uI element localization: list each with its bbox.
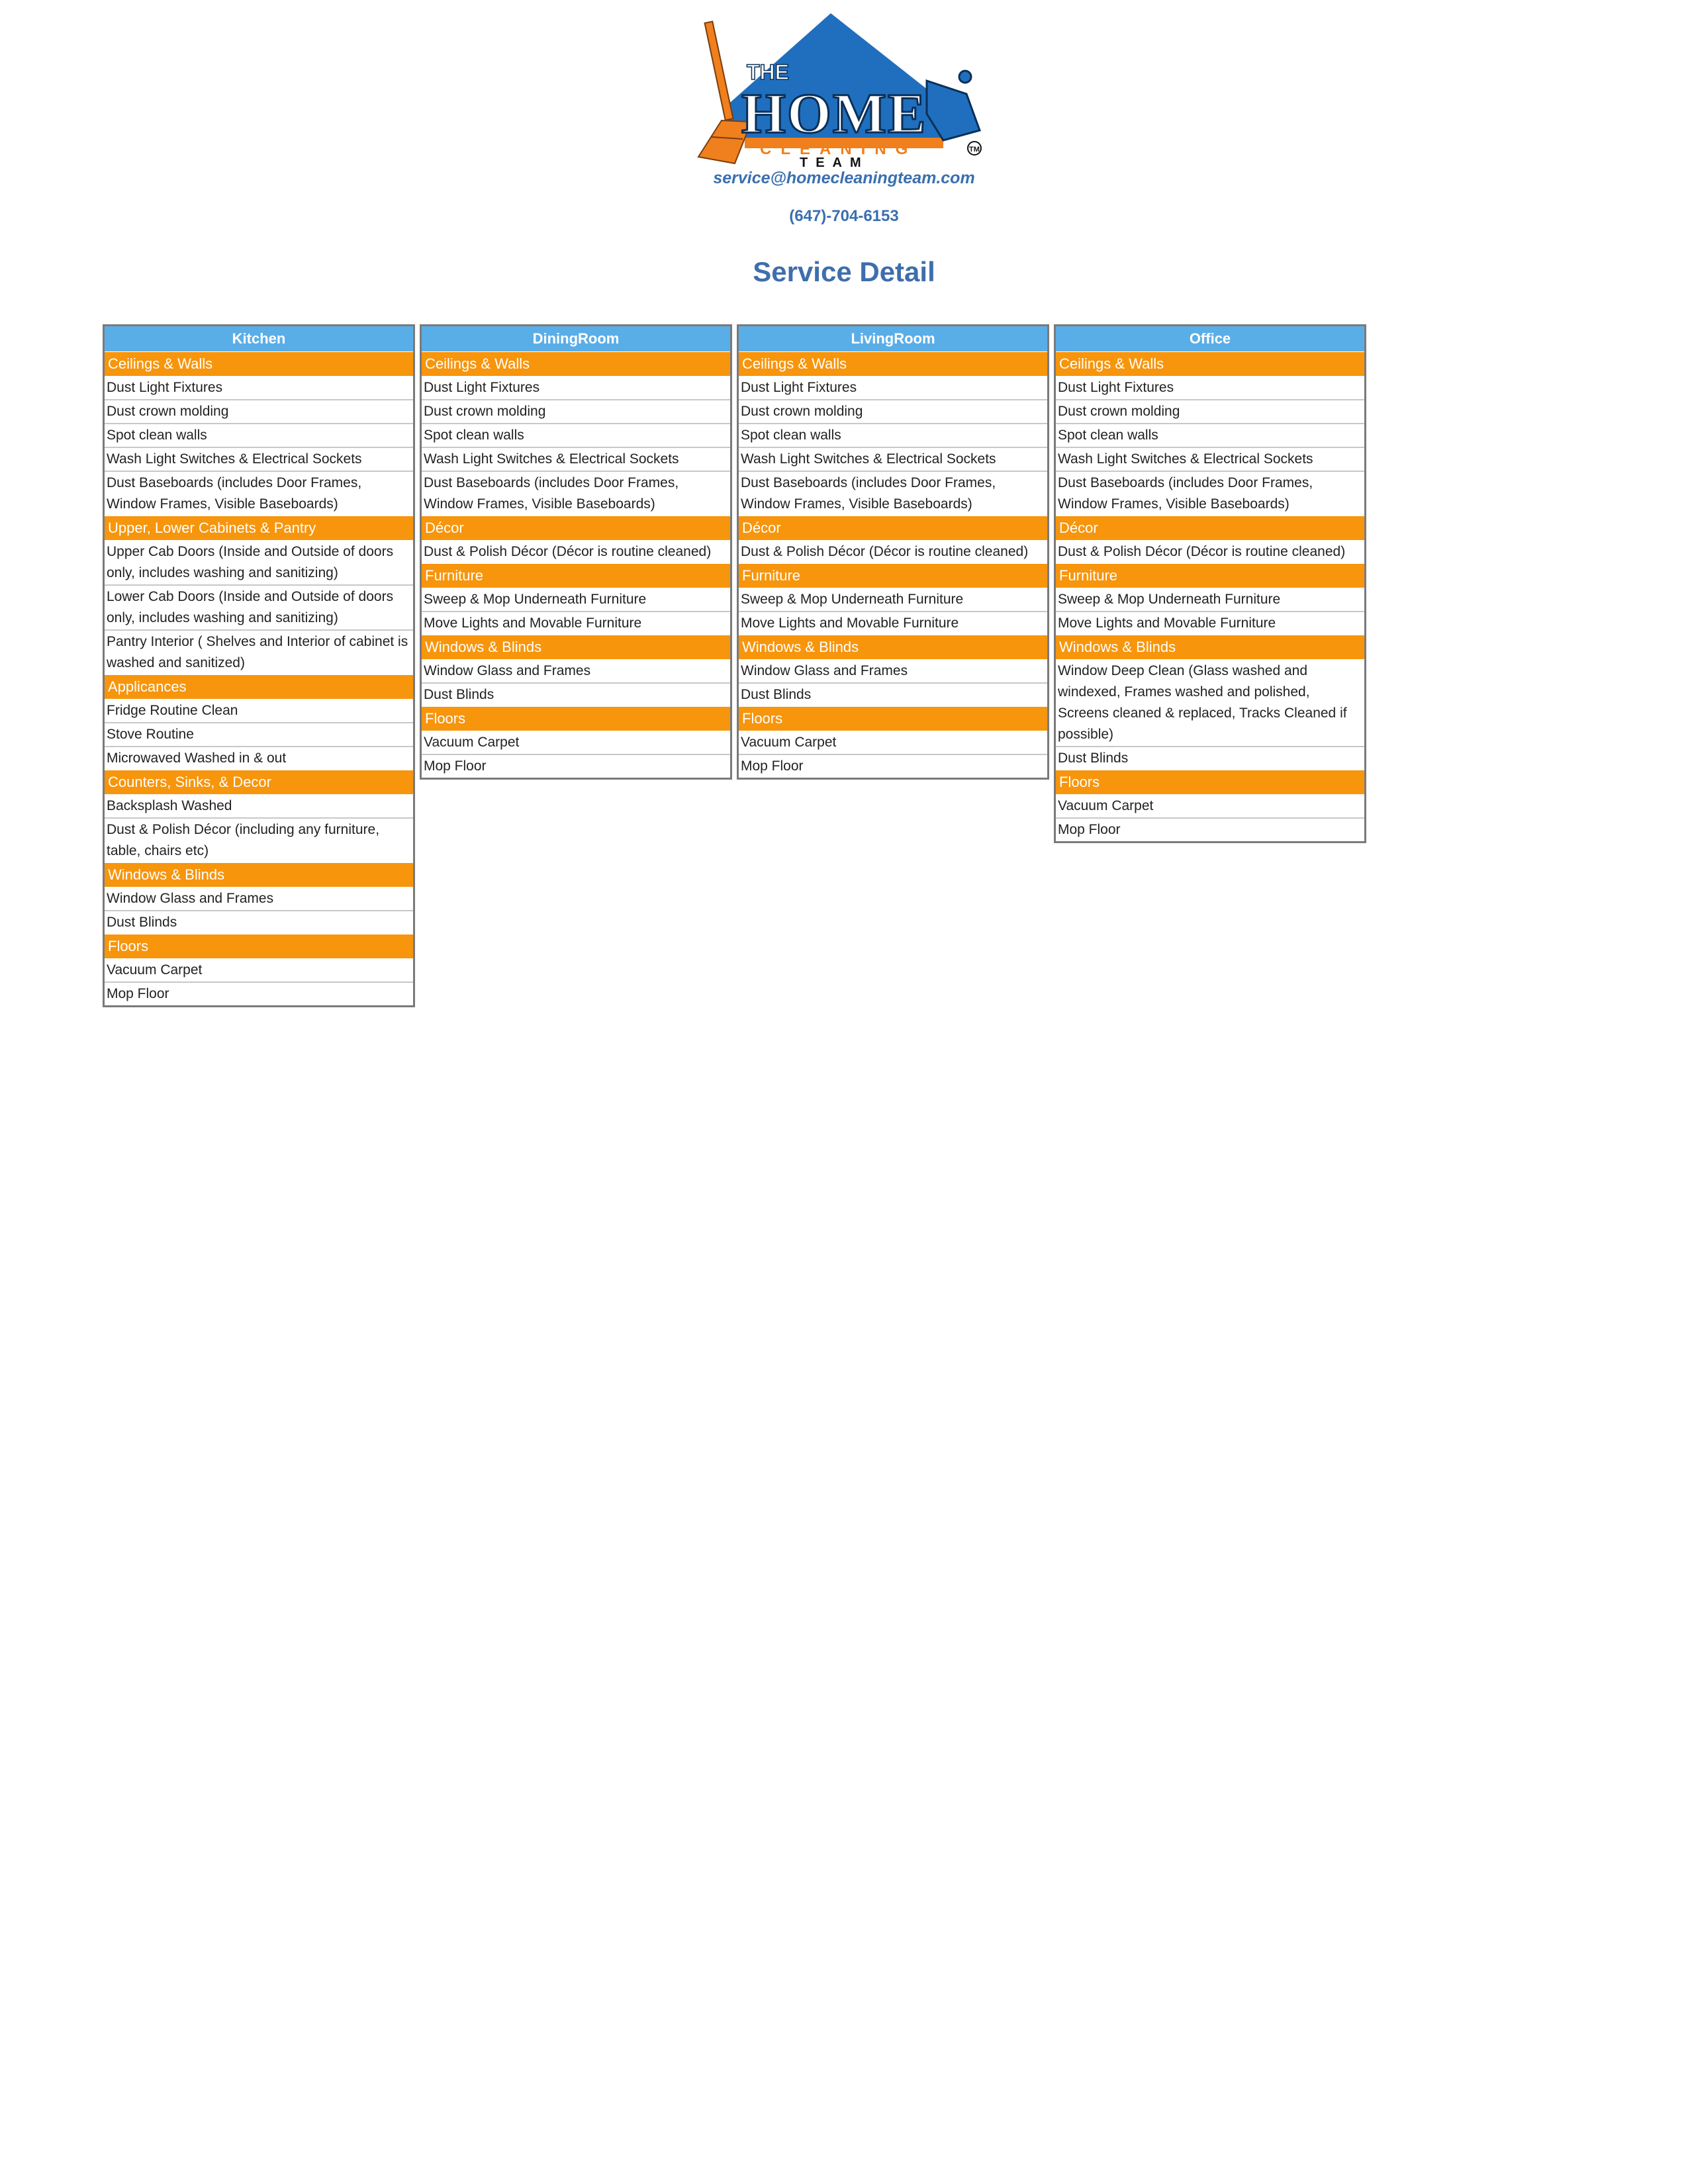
category-row: Applicances <box>105 674 413 699</box>
task-row: Move Lights and Movable Furniture <box>422 611 730 635</box>
room-header: Office <box>1056 326 1364 351</box>
task-row: Window Glass and Frames <box>105 887 413 910</box>
task-row: Dust Baseboards (includes Door Frames, Window Frames, Visible Baseboards) <box>739 471 1047 516</box>
task-row: Spot clean walls <box>422 423 730 447</box>
task-row: Vacuum Carpet <box>739 731 1047 754</box>
task-row: Spot clean walls <box>1056 423 1364 447</box>
task-row: Fridge Routine Clean <box>105 699 413 722</box>
page-title: Service Detail <box>753 256 935 287</box>
contact-email[interactable]: service@homecleaningteam.com <box>713 169 975 187</box>
category-row: Ceilings & Walls <box>105 351 413 376</box>
category-row: Furniture <box>1056 563 1364 588</box>
category-row: Décor <box>422 516 730 540</box>
contact-phone[interactable]: (647)-704-6153 <box>789 207 899 225</box>
category-row: Décor <box>739 516 1047 540</box>
task-row: Dust Light Fixtures <box>1056 376 1364 399</box>
category-row: Windows & Blinds <box>105 862 413 887</box>
task-row: Wash Light Switches & Electrical Sockets <box>1056 447 1364 471</box>
category-row: Windows & Blinds <box>1056 635 1364 659</box>
room-header: LivingRoom <box>739 326 1047 351</box>
task-row: Dust Light Fixtures <box>105 376 413 399</box>
category-row: Ceilings & Walls <box>739 351 1047 376</box>
task-row: Mop Floor <box>739 754 1047 778</box>
company-logo <box>688 8 1000 167</box>
task-row: Dust & Polish Décor (Décor is routine cleaned) <box>422 540 730 563</box>
task-row: Dust Baseboards (includes Door Frames, Window Frames, Visible Baseboards) <box>422 471 730 516</box>
task-row: Dust Light Fixtures <box>739 376 1047 399</box>
task-row: Dust Blinds <box>1056 746 1364 770</box>
task-row: Spot clean walls <box>105 423 413 447</box>
category-row: Décor <box>1056 516 1364 540</box>
category-row: Windows & Blinds <box>739 635 1047 659</box>
task-row: Wash Light Switches & Electrical Sockets <box>739 447 1047 471</box>
room-header: DiningRoom <box>422 326 730 351</box>
logo-word-the: THE <box>747 60 789 84</box>
room-table-office <box>1054 324 1366 843</box>
task-row: Dust Light Fixtures <box>422 376 730 399</box>
task-row: Vacuum Carpet <box>105 958 413 981</box>
category-row: Upper, Lower Cabinets & Pantry <box>105 516 413 540</box>
category-row: Floors <box>739 706 1047 731</box>
category-row: Furniture <box>739 563 1047 588</box>
task-row: Sweep & Mop Underneath Furniture <box>422 588 730 611</box>
task-row: Wash Light Switches & Electrical Sockets <box>105 447 413 471</box>
task-row: Dust crown molding <box>739 399 1047 423</box>
task-row: Dust Blinds <box>105 910 413 934</box>
task-row: Dust & Polish Décor (Décor is routine cleaned) <box>739 540 1047 563</box>
task-row: Vacuum Carpet <box>1056 794 1364 817</box>
task-row: Mop Floor <box>105 981 413 1005</box>
task-row: Dust & Polish Décor (including any furniture, table, chairs etc) <box>105 817 413 862</box>
task-row: Stove Routine <box>105 722 413 746</box>
category-row: Ceilings & Walls <box>1056 351 1364 376</box>
task-row: Upper Cab Doors (Inside and Outside of doors only, includes washing and sanitizing) <box>105 540 413 584</box>
room-header: Kitchen <box>105 326 413 351</box>
task-row: Dust Baseboards (includes Door Frames, Window Frames, Visible Baseboards) <box>105 471 413 516</box>
task-row: Sweep & Mop Underneath Furniture <box>1056 588 1364 611</box>
task-row: Backsplash Washed <box>105 794 413 817</box>
task-row: Window Deep Clean (Glass washed and windexed, Frames washed and polished, Screens cleaned & replaced, Tracks Cleaned if possible) <box>1056 659 1364 746</box>
task-row: Lower Cab Doors (Inside and Outside of doors only, includes washing and sanitizing) <box>105 584 413 629</box>
task-row: Window Glass and Frames <box>422 659 730 682</box>
logo-word-home: HOME <box>741 81 927 145</box>
task-row: Dust Baseboards (includes Door Frames, Window Frames, Visible Baseboards) <box>1056 471 1364 516</box>
task-row: Dust crown molding <box>105 399 413 423</box>
category-row: Floors <box>105 934 413 958</box>
room-table-diningroom <box>420 324 732 780</box>
task-row: Spot clean walls <box>739 423 1047 447</box>
task-row: Vacuum Carpet <box>422 731 730 754</box>
category-row: Floors <box>422 706 730 731</box>
task-row: Dust & Polish Décor (Décor is routine cleaned) <box>1056 540 1364 563</box>
task-row: Dust crown molding <box>1056 399 1364 423</box>
logo-word-cleaning: CLEANING <box>760 140 917 158</box>
task-row: Microwaved Washed in & out <box>105 746 413 770</box>
task-row: Pantry Interior ( Shelves and Interior of cabinet is washed and sanitized) <box>105 629 413 674</box>
category-row: Windows & Blinds <box>422 635 730 659</box>
room-table-livingroom <box>737 324 1049 780</box>
category-row: Ceilings & Walls <box>422 351 730 376</box>
task-row: Move Lights and Movable Furniture <box>739 611 1047 635</box>
category-row: Furniture <box>422 563 730 588</box>
task-row: Dust crown molding <box>422 399 730 423</box>
task-row: Window Glass and Frames <box>739 659 1047 682</box>
logo-word-team: TEAM <box>800 156 869 167</box>
task-row: Dust Blinds <box>739 682 1047 706</box>
task-row: Dust Blinds <box>422 682 730 706</box>
trademark-mark: TM <box>969 146 980 154</box>
task-row: Sweep & Mop Underneath Furniture <box>739 588 1047 611</box>
task-row: Move Lights and Movable Furniture <box>1056 611 1364 635</box>
task-row: Mop Floor <box>1056 817 1364 841</box>
task-row: Mop Floor <box>422 754 730 778</box>
task-row: Wash Light Switches & Electrical Sockets <box>422 447 730 471</box>
category-row: Floors <box>1056 770 1364 794</box>
room-table-kitchen <box>103 324 415 1007</box>
category-row: Counters, Sinks, & Decor <box>105 770 413 794</box>
